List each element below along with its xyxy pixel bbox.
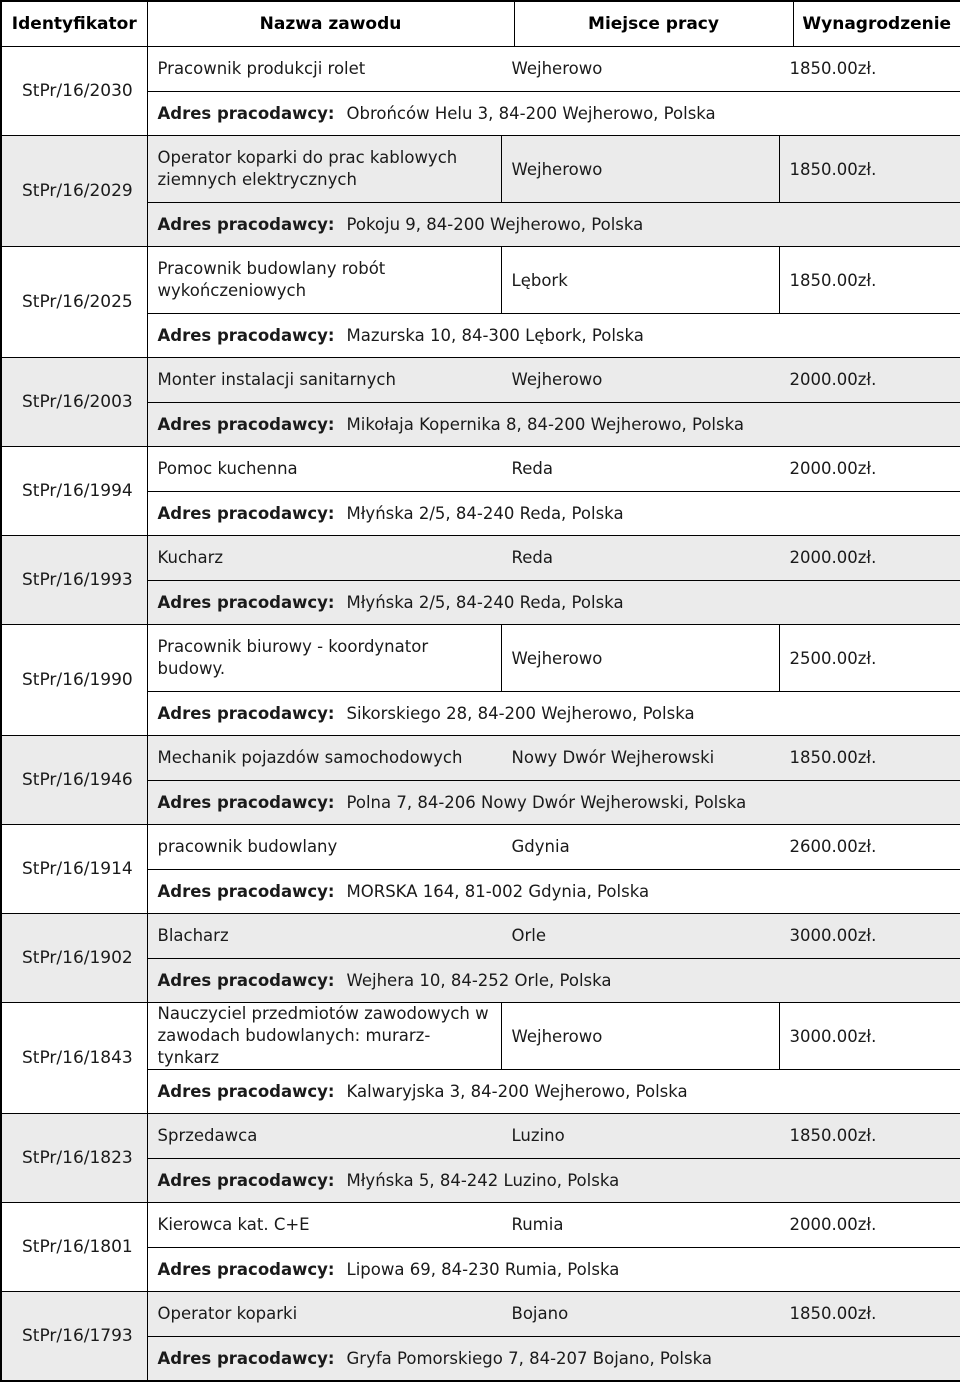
employer-address-line xyxy=(148,870,960,914)
job-id: StPr/16/1946 xyxy=(1,736,147,825)
job-id: StPr/16/1801 xyxy=(1,1203,147,1292)
job-details xyxy=(147,447,960,536)
table-row xyxy=(1,1003,960,1114)
job-details xyxy=(147,247,960,358)
table-row xyxy=(1,1203,960,1292)
job-main-line xyxy=(148,825,960,870)
job-details xyxy=(147,625,960,736)
job-title: Pomoc kuchenna xyxy=(148,458,502,480)
job-id: StPr/16/2030 xyxy=(1,47,147,136)
job-id: StPr/16/1843 xyxy=(1,1003,147,1114)
employer-address: Młyńska 2/5, 84-240 Reda, Polska xyxy=(347,504,624,523)
job-title: Kucharz xyxy=(148,547,502,569)
employer-address-label: Adres pracodawcy: xyxy=(158,1082,335,1101)
job-title: Monter instalacji sanitarnych xyxy=(148,369,502,391)
job-id: StPr/16/1902 xyxy=(1,914,147,1003)
job-id: StPr/16/1823 xyxy=(1,1114,147,1203)
job-salary: 2000.00zł. xyxy=(780,1215,960,1234)
employer-address-label: Adres pracodawcy: xyxy=(158,704,335,723)
job-title: Pracownik budowlany robót wykończeniowych xyxy=(148,247,502,313)
job-details xyxy=(147,1203,960,1292)
header-nazwa-zawodu: Nazwa zawodu xyxy=(148,2,515,46)
job-title: pracownik budowlany xyxy=(148,836,502,858)
table-row xyxy=(1,736,960,825)
job-details xyxy=(147,736,960,825)
employer-address: Gryfa Pomorskiego 7, 84-207 Bojano, Polska xyxy=(347,1349,712,1368)
table-header-row xyxy=(1,1,960,47)
job-main-line xyxy=(148,914,960,959)
job-salary: 2000.00zł. xyxy=(780,459,960,478)
employer-address-label: Adres pracodawcy: xyxy=(158,326,335,345)
job-details xyxy=(147,136,960,247)
job-city: Wejherowo xyxy=(502,370,780,389)
table-row xyxy=(1,1114,960,1203)
job-city: Nowy Dwór Wejherowski xyxy=(502,748,780,767)
job-main-line xyxy=(148,47,960,92)
employer-address-line xyxy=(148,781,960,825)
employer-address-line xyxy=(148,403,960,447)
job-details xyxy=(147,1003,960,1114)
job-main-line xyxy=(148,358,960,403)
job-id: StPr/16/2025 xyxy=(1,247,147,358)
job-main-line xyxy=(148,1292,960,1337)
job-main-line xyxy=(148,736,960,781)
job-city: Wejherowo xyxy=(502,625,780,691)
job-salary: 1850.00zł. xyxy=(780,1304,960,1323)
employer-address: Sikorskiego 28, 84-200 Wejherowo, Polska xyxy=(347,704,695,723)
employer-address-label: Adres pracodawcy: xyxy=(158,415,335,434)
job-details xyxy=(147,825,960,914)
job-title: Mechanik pojazdów samochodowych xyxy=(148,747,502,769)
employer-address: Młyńska 5, 84-242 Luzino, Polska xyxy=(347,1171,620,1190)
table-row xyxy=(1,625,960,736)
job-main-line xyxy=(148,447,960,492)
employer-address: Polna 7, 84-206 Nowy Dwór Wejherowski, Polska xyxy=(347,793,747,812)
table-row xyxy=(1,536,960,625)
job-id: StPr/16/1994 xyxy=(1,447,147,536)
job-salary: 2000.00zł. xyxy=(780,370,960,389)
job-city: Wejherowo xyxy=(502,136,780,202)
employer-address-line xyxy=(148,692,960,735)
employer-address-line xyxy=(148,1070,960,1113)
employer-address-label: Adres pracodawcy: xyxy=(158,104,335,123)
employer-address-label: Adres pracodawcy: xyxy=(158,793,335,812)
job-city: Wejherowo xyxy=(502,59,780,78)
employer-address: Mazurska 10, 84-300 Lębork, Polska xyxy=(347,326,644,345)
header-wynagrodzenie: Wynagrodzenie xyxy=(794,2,960,46)
job-main-line xyxy=(148,136,960,203)
job-title: Blacharz xyxy=(148,925,502,947)
table-row xyxy=(1,136,960,247)
job-salary: 3000.00zł. xyxy=(780,1027,960,1046)
job-city: Lębork xyxy=(502,247,780,313)
job-id: StPr/16/1793 xyxy=(1,1292,147,1382)
job-city: Reda xyxy=(502,459,780,478)
employer-address-line xyxy=(148,1248,960,1292)
job-id: StPr/16/1990 xyxy=(1,625,147,736)
job-title: Pracownik produkcji rolet xyxy=(148,58,502,80)
table-row xyxy=(1,47,960,136)
job-title: Operator koparki do prac kablowych ziemnych elektrycznych xyxy=(148,136,502,202)
job-title: Pracownik biurowy - koordynator budowy. xyxy=(148,625,502,691)
employer-address: Lipowa 69, 84-230 Rumia, Polska xyxy=(347,1260,620,1279)
employer-address-label: Adres pracodawcy: xyxy=(158,971,335,990)
employer-address: Młyńska 2/5, 84-240 Reda, Polska xyxy=(347,593,624,612)
table-row xyxy=(1,914,960,1003)
employer-address-line xyxy=(148,492,960,536)
job-salary: 1850.00zł. xyxy=(780,1126,960,1145)
job-id: StPr/16/2029 xyxy=(1,136,147,247)
employer-address-label: Adres pracodawcy: xyxy=(158,215,335,234)
job-id: StPr/16/1993 xyxy=(1,536,147,625)
job-city: Luzino xyxy=(502,1126,780,1145)
employer-address: MORSKA 164, 81-002 Gdynia, Polska xyxy=(347,882,650,901)
job-main-line xyxy=(148,536,960,581)
table-row xyxy=(1,447,960,536)
employer-address-label: Adres pracodawcy: xyxy=(158,1349,335,1368)
job-main-line xyxy=(148,247,960,314)
job-city: Rumia xyxy=(502,1215,780,1234)
employer-address: Mikołaja Kopernika 8, 84-200 Wejherowo, Polska xyxy=(347,415,744,434)
employer-address: Wejhera 10, 84-252 Orle, Polska xyxy=(347,971,612,990)
employer-address: Obrońców Helu 3, 84-200 Wejherowo, Polska xyxy=(347,104,716,123)
employer-address-label: Adres pracodawcy: xyxy=(158,593,335,612)
employer-address-line xyxy=(148,959,960,1003)
employer-address-line xyxy=(148,1159,960,1203)
employer-address: Kalwaryjska 3, 84-200 Wejherowo, Polska xyxy=(347,1082,688,1101)
table-row xyxy=(1,825,960,914)
header-miejsce-pracy: Miejsce pracy xyxy=(515,2,794,46)
employer-address-line xyxy=(148,92,960,136)
employer-address-line xyxy=(148,314,960,357)
job-salary: 2000.00zł. xyxy=(780,548,960,567)
job-title: Nauczyciel przedmiotów zawodowych w zawodach budowlanych: murarz-tynkarz xyxy=(148,1003,502,1069)
job-city: Orle xyxy=(502,926,780,945)
employer-address-label: Adres pracodawcy: xyxy=(158,1171,335,1190)
job-salary: 1850.00zł. xyxy=(780,59,960,78)
job-salary: 2500.00zł. xyxy=(780,649,960,668)
job-salary: 3000.00zł. xyxy=(780,926,960,945)
job-salary: 2600.00zł. xyxy=(780,837,960,856)
header-group xyxy=(147,1,960,47)
job-title: Sprzedawca xyxy=(148,1125,502,1147)
job-details xyxy=(147,47,960,136)
job-salary: 1850.00zł. xyxy=(780,160,960,179)
table-row xyxy=(1,1292,960,1382)
employer-address-label: Adres pracodawcy: xyxy=(158,882,335,901)
employer-address-line xyxy=(148,203,960,246)
job-id: StPr/16/1914 xyxy=(1,825,147,914)
job-city: Gdynia xyxy=(502,837,780,856)
job-salary: 1850.00zł. xyxy=(780,271,960,290)
job-id: StPr/16/2003 xyxy=(1,358,147,447)
header-identyfikator: Identyfikator xyxy=(1,1,147,47)
job-main-line xyxy=(148,1114,960,1159)
job-details xyxy=(147,914,960,1003)
job-main-line xyxy=(148,625,960,692)
table-row xyxy=(1,247,960,358)
job-details xyxy=(147,1114,960,1203)
job-title: Kierowca kat. C+E xyxy=(148,1214,502,1236)
table-row xyxy=(1,358,960,447)
employer-address-label: Adres pracodawcy: xyxy=(158,504,335,523)
job-city: Reda xyxy=(502,548,780,567)
job-main-line xyxy=(148,1003,960,1070)
job-salary: 1850.00zł. xyxy=(780,748,960,767)
job-details xyxy=(147,1292,960,1382)
employer-address-label: Adres pracodawcy: xyxy=(158,1260,335,1279)
job-details xyxy=(147,358,960,447)
job-title: Operator koparki xyxy=(148,1303,502,1325)
employer-address-line xyxy=(148,1337,960,1381)
table-body xyxy=(1,47,960,1382)
job-city: Wejherowo xyxy=(502,1003,780,1069)
employer-address-line xyxy=(148,581,960,625)
job-main-line xyxy=(148,1203,960,1248)
job-city: Bojano xyxy=(502,1304,780,1323)
employer-address: Pokoju 9, 84-200 Wejherowo, Polska xyxy=(347,215,644,234)
job-details xyxy=(147,536,960,625)
